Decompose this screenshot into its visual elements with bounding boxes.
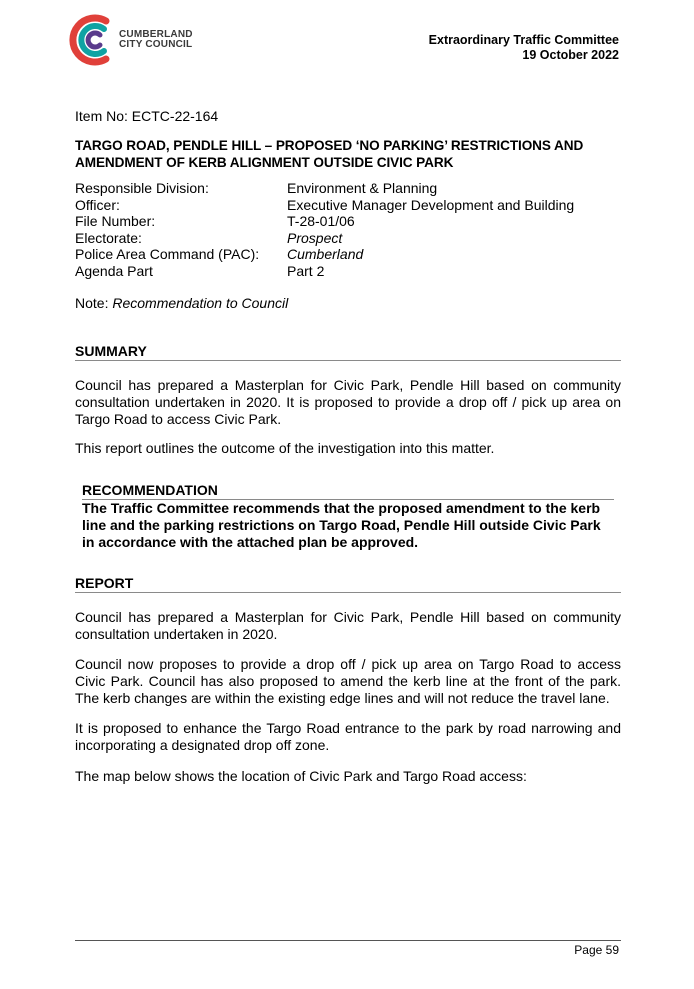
meta-label: File Number:: [75, 213, 156, 229]
meta-row: [75, 180, 574, 197]
item-number: Item No: ECTC-22-164: [75, 108, 219, 124]
footer-divider: [75, 940, 621, 941]
meta-label: Officer:: [75, 196, 120, 213]
meta-label: Police Area Command (PAC):: [75, 246, 260, 262]
summary-heading: SUMMARY: [75, 343, 621, 361]
meta-label: Responsible Division:: [75, 180, 209, 196]
page-header: [429, 33, 619, 63]
report-paragraph: The map below shows the location of Civic Park and Targo Road access:: [75, 768, 527, 784]
logo-line-1: CUMBERLAND: [119, 29, 193, 40]
note-label: Note:: [75, 295, 113, 311]
meta-value: Executive Manager Development and Building: [287, 196, 575, 213]
meta-row: [75, 197, 574, 214]
report-metadata: [75, 180, 574, 279]
meta-value: T-28-01/06: [287, 213, 355, 229]
meta-value: Part 2: [287, 262, 325, 279]
meta-row: [75, 213, 574, 230]
meta-row: [75, 230, 574, 247]
summary-paragraph: This report outlines the outcome of the investigation into this matter.: [75, 440, 495, 456]
meta-row: [75, 263, 574, 280]
committee-name: Extraordinary Traffic Committee: [428, 33, 619, 47]
report-paragraph: It is proposed to enhance the Targo Road entrance to the park by road narrowing and incorporating a designated drop off zone.: [75, 720, 621, 753]
report-paragraph: Council now proposes to provide a drop off / pick up area on Targo Road to access Civic Park. Council has also proposed to amend the kerb line at the front of the park. The kerb changes are within the existing edge lines and will not reduce the travel lane.: [75, 656, 621, 706]
meta-label: Agenda Part: [75, 262, 153, 279]
meta-row: [75, 246, 574, 263]
summary-paragraph: Council has prepared a Masterplan for Civic Park, Pendle Hill based on community consultation undertaken in 2020. It is proposed to provide a drop off / pick up area on Targo Road to access Civic Park.: [75, 377, 621, 427]
meta-value: Prospect: [287, 229, 343, 246]
logo-line-2: CITY COUNCIL: [119, 39, 193, 50]
meeting-date: 19 October 2022: [522, 48, 619, 62]
meta-value: Cumberland: [287, 246, 364, 262]
note-value: Recommendation to Council: [112, 295, 289, 311]
cumberland-c-icon: [66, 12, 118, 68]
meta-value: Environment & Planning: [287, 180, 438, 196]
note: [75, 295, 288, 311]
report-paragraph: Council has prepared a Masterplan for Civic Park, Pendle Hill based on community consultation undertaken in 2020.: [75, 609, 621, 642]
page-number: Page 59: [574, 943, 619, 957]
report-heading: REPORT: [75, 575, 621, 593]
report-title: TARGO ROAD, PENDLE HILL – PROPOSED ‘NO PARKING’ RESTRICTIONS AND AMENDMENT OF KERB ALIGNMENT OUTSIDE CIVIC PARK: [75, 138, 584, 170]
logo-wordmark: [119, 30, 193, 50]
recommendation-heading: RECOMMENDATION: [82, 482, 614, 500]
meta-label: Electorate:: [75, 229, 142, 246]
recommendation-body: The Traffic Committee recommends that the proposed amendment to the kerb line and the parking restrictions on Targo Road, Pendle Hill outside Civic Park in accordance with the attached plan be approved.: [82, 500, 601, 550]
cumberland-logo: [66, 12, 194, 68]
